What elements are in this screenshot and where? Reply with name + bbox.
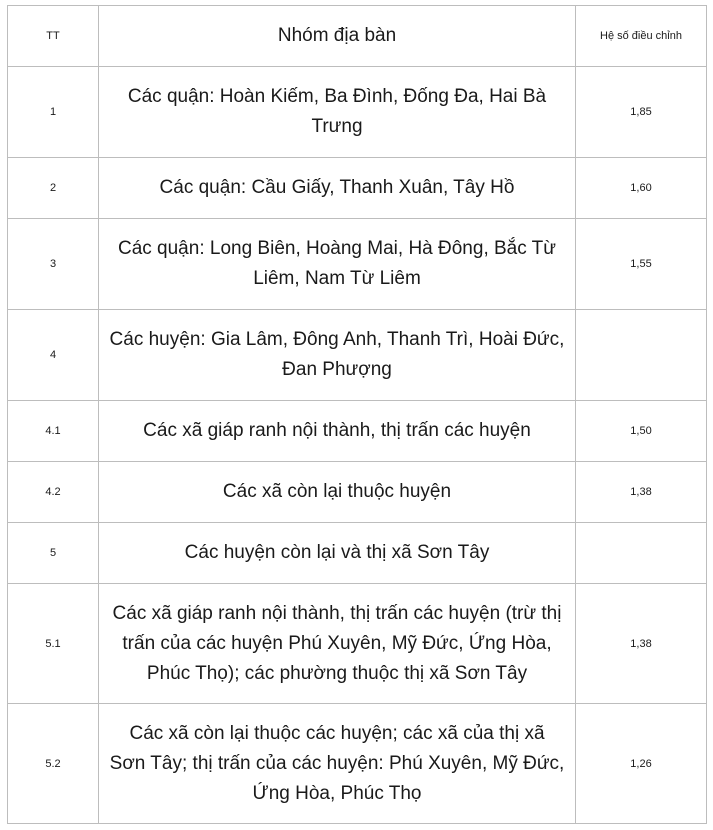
- table-row: [8, 401, 707, 462]
- row-group: Các huyện: Gia Lâm, Đông Anh, Thanh Trì, Hoài Đức, Đan Phượng: [99, 310, 576, 401]
- row-tt: 4.1: [8, 401, 99, 462]
- row-tt: 5: [8, 523, 99, 584]
- coefficient-table: [7, 5, 707, 824]
- row-group: Các xã còn lại thuộc huyện: [99, 462, 576, 523]
- row-coefficient: [576, 310, 707, 401]
- row-group: Các xã giáp ranh nội thành, thị trấn các huyện (trừ thị trấn của các huyện Phú Xuyên, Mỹ Đức, Ứng Hòa, Phúc Thọ); các phường thuộc thị xã Sơn Tây: [99, 584, 576, 704]
- row-group: Các xã còn lại thuộc các huyện; các xã của thị xã Sơn Tây; thị trấn của các huyện: Phú Xuyên, Mỹ Đức, Ứng Hòa, Phúc Thọ: [99, 704, 576, 824]
- row-coefficient: 1,50: [576, 401, 707, 462]
- row-coefficient: 1,38: [576, 584, 707, 704]
- row-tt: 3: [8, 219, 99, 310]
- row-group: Các xã giáp ranh nội thành, thị trấn các huyện: [99, 401, 576, 462]
- table-row: [8, 584, 707, 704]
- row-tt: 2: [8, 158, 99, 219]
- row-tt: 5.2: [8, 704, 99, 824]
- row-group: Các quận: Long Biên, Hoàng Mai, Hà Đông, Bắc Từ Liêm, Nam Từ Liêm: [99, 219, 576, 310]
- header-group: Nhóm địa bàn: [99, 6, 576, 67]
- row-tt: 4: [8, 310, 99, 401]
- row-tt: 1: [8, 67, 99, 158]
- row-group: Các huyện còn lại và thị xã Sơn Tây: [99, 523, 576, 584]
- table-row: [8, 704, 707, 824]
- row-coefficient: 1,38: [576, 462, 707, 523]
- table-row: [8, 219, 707, 310]
- row-tt: 4.2: [8, 462, 99, 523]
- header-tt: TT: [8, 6, 99, 67]
- row-coefficient: 1,85: [576, 67, 707, 158]
- row-group: Các quận: Cầu Giấy, Thanh Xuân, Tây Hồ: [99, 158, 576, 219]
- table-row: [8, 462, 707, 523]
- row-coefficient: 1,55: [576, 219, 707, 310]
- row-coefficient: 1,26: [576, 704, 707, 824]
- row-coefficient: [576, 523, 707, 584]
- row-tt: 5.1: [8, 584, 99, 704]
- row-coefficient: 1,60: [576, 158, 707, 219]
- header-coefficient: Hệ số điều chỉnh: [576, 6, 707, 67]
- row-group: Các quận: Hoàn Kiếm, Ba Đình, Đống Đa, Hai Bà Trưng: [99, 67, 576, 158]
- table-row: [8, 158, 707, 219]
- header-row: [8, 6, 707, 67]
- table-row: [8, 310, 707, 401]
- table-row: [8, 67, 707, 158]
- table-row: [8, 523, 707, 584]
